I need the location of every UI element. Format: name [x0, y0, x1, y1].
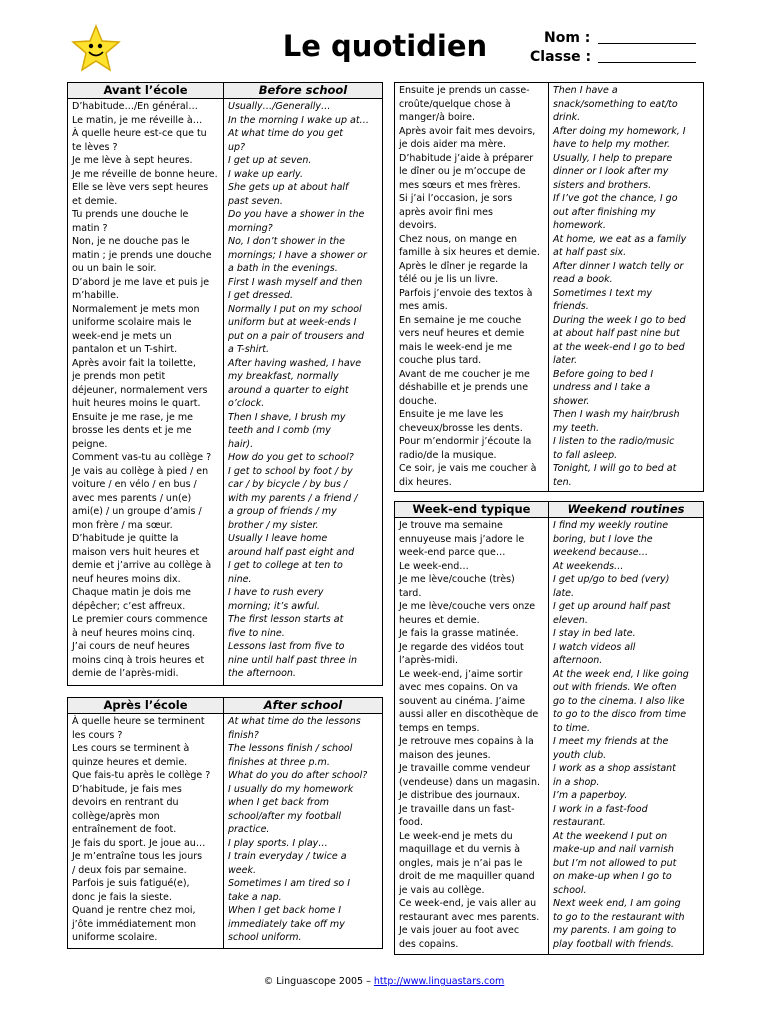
text-line: take a nap. — [228, 891, 282, 903]
text-line: I’m a paperboy. — [553, 790, 628, 801]
text-line: uniforme scolaire. — [72, 932, 158, 943]
text-line: Comment vas-tu au collège ? — [72, 452, 212, 463]
text-line: Si j’ai l’occasion, je sors — [399, 193, 513, 204]
text-line: maison des jeunes. — [399, 749, 491, 761]
star-mascot-icon — [70, 24, 122, 72]
text-line: Then I wash my hair/brush — [553, 409, 680, 420]
text-line: Parfois j’envoie des textos à — [399, 287, 533, 299]
text-line: late. — [553, 587, 575, 599]
text-line: uniform but at week-ends I — [228, 317, 357, 328]
text-line: j’ôte immédiatement mon — [72, 918, 197, 930]
after-school-table — [67, 697, 383, 949]
text-line: l’après-midi. — [399, 655, 459, 666]
text-line: out after finishing my — [553, 206, 656, 218]
text-line: I get to school by foot / by — [228, 465, 353, 477]
text-line: to time. — [553, 722, 591, 734]
text-line: les cours ? — [72, 729, 123, 741]
weekend-english-header: Weekend routines — [549, 502, 703, 518]
text-line: Après avoir fait la toilette, — [72, 357, 196, 369]
classe-field[interactable] — [598, 62, 696, 63]
text-line: Ensuite je me lave les — [399, 409, 504, 420]
text-line: What do you do after school? — [228, 770, 368, 781]
text-line: En semaine je me couche — [399, 314, 522, 326]
text-line: voiture / en vélo / en bus / — [72, 479, 197, 490]
text-line: finishes at three p.m. — [228, 756, 330, 768]
text-line: Je distribue des journaux. — [399, 790, 521, 801]
text-line: Avant de me coucher je me — [399, 368, 530, 380]
text-line: with my parents / a friend / — [228, 492, 358, 504]
text-line: Usually…/Generally… — [228, 101, 331, 112]
text-line: at half past six. — [553, 247, 627, 258]
text-line: a bath in the evenings. — [228, 263, 338, 274]
text-line: douche. — [399, 395, 437, 407]
text-line: Je me lève/couche vers onze — [399, 601, 536, 612]
text-line: Je regarde des vidéos tout — [399, 641, 524, 653]
text-line: Après le dîner je regarde la — [399, 260, 528, 272]
footer-copyright: © Linguascope 2005 – — [263, 976, 374, 987]
text-line: dix heures. — [399, 476, 452, 488]
text-line: maison vers huit heures et — [72, 546, 200, 558]
text-line: pantalon et un T-shirt. — [72, 344, 178, 355]
text-line: Sometimes I am tired so I — [228, 878, 351, 889]
text-line: Je vais jouer au foot avec — [399, 925, 520, 936]
text-line: In the morning I wake up at… — [228, 114, 370, 126]
text-line: et demie. — [72, 195, 118, 207]
text-line: I work in a fast-food — [553, 803, 648, 815]
text-line: homework. — [553, 220, 606, 231]
text-line: Do you have a shower in the — [228, 209, 365, 220]
text-line: No, I don’t shower in the — [228, 236, 346, 247]
before-school-english-header: Before school — [224, 83, 382, 99]
text-line: She gets up at about half — [228, 182, 349, 193]
text-line: a T-shirt. — [228, 344, 269, 355]
text-line: D’habitude je quitte la — [72, 533, 179, 544]
after-school-english-column — [224, 698, 382, 948]
text-line: ennuyeuse mais j’adore le — [399, 533, 525, 545]
text-line: I work as a shop assistant — [553, 763, 676, 774]
text-line: m’habille. — [72, 290, 119, 301]
text-line: I usually do my homework — [228, 783, 354, 795]
text-line: shower. — [553, 395, 590, 407]
text-line: Chaque matin je dois me — [72, 587, 191, 598]
text-line: Quand je rentre chez moi, — [72, 905, 196, 916]
text-line: I get up at seven. — [228, 155, 312, 166]
text-line: je vais au collège. — [399, 884, 485, 896]
text-line: brother / my sister. — [228, 519, 319, 531]
text-line: read a book. — [553, 274, 613, 285]
text-line: croûte/quelque chose à — [399, 98, 511, 110]
text-line: À quelle heure se terminent — [72, 716, 205, 727]
text-line: school. — [553, 884, 587, 896]
text-line: The lessons finish / school — [228, 743, 353, 754]
text-line: Sometimes I text my — [553, 287, 653, 299]
before-school-french-header: Avant l’école — [68, 83, 223, 99]
text-line: Je me lève/couche (très) — [399, 574, 515, 585]
weekend-french-header: Week-end typique — [395, 502, 548, 518]
text-line: school uniform. — [228, 932, 302, 943]
text-line: afternoon. — [553, 655, 603, 666]
text-line: droit de me maquiller quand — [399, 871, 535, 882]
text-line: ten. — [553, 476, 572, 488]
text-line: Je me lève à sept heures. — [72, 155, 193, 166]
before-school-english-column — [224, 83, 382, 685]
text-line: I train everyday / twice a — [228, 851, 347, 862]
text-line: five to nine. — [228, 627, 285, 639]
text-line: souvent au cinéma. J’aime — [399, 695, 526, 707]
text-line: Je m’entraîne tous les jours — [72, 851, 203, 862]
text-line: devoirs. — [399, 220, 437, 231]
text-line: Normally I put on my school — [228, 303, 362, 315]
text-line: Then I have a — [553, 85, 618, 96]
text-line: past seven. — [228, 195, 283, 207]
text-line: aussi aller en discothèque de — [399, 709, 539, 720]
text-line: D’habitude…/En général… — [72, 101, 198, 112]
text-line: week. — [228, 864, 256, 876]
text-line: I meet my friends at the — [553, 736, 669, 747]
text-line: morning? — [228, 222, 273, 234]
before-school-table — [67, 82, 383, 686]
text-line: The first lesson starts at — [228, 614, 344, 625]
text-line: mornings; I have a shower or — [228, 249, 367, 261]
text-line: Le week-end, j’aime sortir — [399, 668, 523, 680]
text-line: friends. — [553, 301, 589, 312]
text-line: practice. — [228, 824, 270, 835]
text-line: on make-up when I go to — [553, 871, 672, 882]
text-line: Next week end, I am going — [553, 898, 681, 909]
classe-label: Classe : — [530, 49, 592, 65]
text-line: cheveux/brosse les dents. — [399, 422, 523, 434]
text-line: Parfois je suis fatigué(e), — [72, 878, 190, 889]
text-line: I listen to the radio/music — [553, 436, 675, 447]
text-line: Ensuite je me rase, je me — [72, 411, 194, 423]
text-line: avec mes copains. On va — [399, 682, 519, 693]
text-line: to go to the disco from time — [553, 709, 687, 720]
text-line: vers neuf heures et demie — [399, 328, 525, 339]
footer — [0, 976, 768, 988]
text-line: At what time do you get — [228, 128, 344, 139]
text-line: drink. — [553, 112, 581, 123]
text-line: Tonight, I will go to bed at — [553, 463, 677, 474]
text-line: Je fais la grasse matinée. — [399, 628, 519, 639]
text-line: make-up and nail varnish — [553, 844, 674, 855]
text-line: restaurant avec mes parents. — [399, 911, 540, 923]
text-line: o’clock. — [228, 398, 265, 409]
text-line: Usually I leave home — [228, 533, 328, 544]
text-line: At the weekend I put on — [553, 830, 668, 842]
after-school-french-column — [68, 698, 224, 948]
evening-english-column — [549, 83, 703, 491]
text-line: week-end je mets un — [72, 330, 172, 342]
text-line: I find my weekly routine — [553, 520, 669, 531]
text-line: Je fais du sport. Je joue au… — [72, 837, 206, 849]
text-line: weekend because… — [553, 547, 649, 558]
text-line: tard. — [399, 587, 422, 599]
text-line: hair). — [228, 438, 254, 450]
weekend-english-column — [549, 502, 703, 954]
text-line: I stay in bed late. — [553, 628, 636, 639]
evening-french-text — [395, 83, 548, 489]
text-line: (vendeuse) dans un magasin. — [399, 776, 541, 788]
text-line: week-end parce que… — [399, 547, 506, 558]
text-line: Le week-end… — [399, 560, 469, 572]
text-line: Before going to bed I — [553, 368, 654, 380]
text-line: moins cinq à trois heures et — [72, 654, 205, 666]
text-line: mes sœurs et mes frères. — [399, 179, 521, 191]
text-line: immediately take off my — [228, 918, 345, 930]
text-line: Ce week-end, je vais aller au — [399, 898, 537, 909]
text-line: brosse les dents et je me — [72, 425, 192, 436]
text-line: Non, je ne douche pas le — [72, 236, 190, 247]
text-line: Je trouve ma semaine — [399, 520, 503, 531]
text-line: How do you get to school? — [228, 452, 354, 463]
text-line: matin ? — [72, 222, 108, 234]
text-line: Je retrouve mes copains à la — [399, 736, 534, 747]
text-line: je prends mon petit — [72, 371, 166, 382]
text-line: I watch videos all — [553, 641, 636, 653]
text-line: quinze heures et demie. — [72, 756, 188, 768]
text-line: entraînement de foot. — [72, 824, 177, 835]
text-line: Je me réveille de bonne heure. — [72, 168, 218, 180]
text-line: Ensuite je prends un casse- — [399, 85, 530, 96]
text-line: je dois aider ma mère. — [399, 139, 506, 150]
text-line: I wake up early. — [228, 168, 303, 180]
text-line: the afternoon. — [228, 668, 296, 679]
before-school-english-text — [224, 99, 382, 681]
text-line: At what time do the lessons — [228, 716, 361, 727]
text-line: Je travaille dans un fast- — [399, 803, 515, 815]
text-line: my parents. I am going to — [553, 925, 677, 936]
text-line: I play sports. I play… — [228, 837, 328, 849]
text-line: Usually, I help to prepare — [553, 152, 673, 164]
text-line: huit heures moins le quart. — [72, 398, 201, 409]
text-line: te lèves ? — [72, 141, 118, 153]
text-line: uniforme scolaire mais le — [72, 317, 192, 328]
text-line: dinner or I look after my — [553, 166, 669, 177]
text-line: Que fais-tu après le collège ? — [72, 770, 211, 781]
text-line: undress and I take a — [553, 382, 651, 393]
text-line: le dîner ou je m’occupe de — [399, 166, 526, 177]
text-line: Je travaille comme vendeur — [399, 763, 531, 774]
text-line: food. — [399, 817, 424, 828]
text-line: J’ai cours de neuf heures — [72, 641, 190, 652]
text-line: around a quarter to eight — [228, 384, 349, 396]
text-line: I have to rush every — [228, 587, 324, 598]
text-line: matin ; je prends une douche — [72, 249, 212, 261]
after-school-french-header: Après l’école — [68, 698, 223, 714]
text-line: snack/something to eat/to — [553, 98, 678, 110]
weekend-table — [394, 501, 704, 955]
text-line: ami(e) / un groupe d’amis / — [72, 506, 202, 517]
text-line: youth club. — [553, 749, 607, 761]
nom-label: Nom : — [544, 30, 591, 46]
text-line: out with friends. We often — [553, 682, 677, 693]
text-line: After having washed, I have — [228, 357, 362, 369]
text-line: des copains. — [399, 938, 459, 950]
text-line: collège/après mon — [72, 810, 160, 822]
text-line: First I wash myself and then — [228, 276, 363, 288]
weekend-french-column — [395, 502, 549, 954]
text-line: À quelle heure est-ce que tu — [72, 128, 207, 139]
text-line: go to the cinema. I also like — [553, 695, 685, 707]
page-title: Le quotidien — [282, 29, 488, 63]
text-line: play football with friends. — [553, 938, 674, 950]
text-line: eleven. — [553, 614, 588, 626]
before-school-french-column — [68, 83, 224, 685]
text-line: at the week-end I go to bed — [553, 341, 685, 353]
text-line: finish? — [228, 729, 259, 741]
text-line: around half past eight and — [228, 546, 355, 558]
text-line: Tu prends une douche le — [72, 209, 189, 220]
text-line: maquillage et du vernis à — [399, 844, 521, 855]
footer-link[interactable]: http://www.linguastars.com — [373, 976, 505, 987]
text-line: Pour m’endormir j’écoute la — [399, 436, 532, 447]
text-line: devoirs en rentrant du — [72, 797, 179, 808]
after-school-english-header: After school — [224, 698, 382, 714]
after-school-french-text — [68, 714, 223, 945]
text-line: mais le week-end je me — [399, 341, 513, 353]
text-line: After dinner I watch telly or — [553, 260, 684, 272]
text-line: demie et j’arrive au collège à — [72, 560, 212, 571]
text-line: When I get back home I — [228, 905, 342, 916]
text-line: have to help my mother. — [553, 139, 671, 150]
text-line: when I get back from — [228, 797, 330, 808]
text-line: car / by bicycle / by bus / — [228, 479, 348, 490]
weekend-french-text — [395, 518, 548, 951]
text-line: ongles, mais je n’ai pas le — [399, 857, 523, 869]
text-line: up? — [228, 141, 246, 153]
text-line: temps en temps. — [399, 722, 480, 734]
evening-french-column — [395, 83, 549, 491]
text-line: dépêcher; c’est affreux. — [72, 600, 186, 612]
text-line: at about half past nine but — [553, 328, 680, 339]
text-line: Après avoir fait mes devoirs, — [399, 125, 536, 137]
text-line: to go to the restaurant with — [553, 911, 685, 923]
text-line: At weekends… — [553, 560, 624, 572]
text-line: couche plus tard. — [399, 355, 482, 366]
text-line: in a shop. — [553, 776, 600, 788]
text-line: Lessons last from five to — [228, 641, 345, 652]
text-line: morning; it’s awful. — [228, 600, 320, 612]
text-line: demie de l’après-midi. — [72, 668, 179, 679]
text-line: Je vais au collège à pied / en — [72, 465, 209, 477]
text-line: télé ou je lis un livre. — [399, 274, 499, 285]
text-line: school/after my football — [228, 810, 342, 822]
text-line: nine. — [228, 573, 252, 585]
text-line: déjeuner, normalement vers — [72, 384, 208, 396]
text-line: If I’ve got the chance, I go — [553, 193, 678, 204]
weekend-english-text — [549, 518, 703, 951]
nom-field[interactable] — [598, 43, 696, 44]
text-line: après avoir fini mes — [399, 206, 493, 218]
text-line: Chez nous, on mange en — [399, 233, 518, 245]
text-line: restaurant. — [553, 817, 606, 828]
text-line: famille à six heures et demie. — [399, 247, 540, 258]
text-line: put on a pair of trousers and — [228, 330, 365, 342]
text-line: D’habitude, je fais mes — [72, 783, 182, 795]
text-line: After doing my homework, I — [553, 125, 686, 137]
text-line: peigne. — [72, 438, 108, 450]
text-line: but I’m not allowed to put — [553, 857, 677, 869]
text-line: At home, we eat as a family — [553, 233, 687, 245]
text-line: Ce soir, je vais me coucher à — [399, 463, 537, 474]
text-line: boring, but I love the — [553, 533, 653, 545]
text-line: mes amis. — [399, 301, 448, 312]
text-line: I get up around half past — [553, 601, 671, 612]
text-line: I get up/go to bed (very) — [553, 574, 670, 585]
text-line: nine until half past three in — [228, 654, 358, 666]
text-line: heures et demie. — [399, 614, 480, 626]
text-line: teeth and I comb (my — [228, 425, 331, 436]
text-line: I get dressed. — [228, 290, 294, 301]
text-line: donc je fais la sieste. — [72, 891, 172, 903]
text-line: neuf heures moins dix. — [72, 573, 181, 585]
text-line: / deux fois par semaine. — [72, 864, 187, 876]
text-line: Le premier cours commence — [72, 614, 208, 625]
text-line: a group of friends / my — [228, 506, 337, 517]
text-line: sisters and brothers. — [553, 179, 652, 191]
text-line: ou un bain le soir. — [72, 263, 157, 274]
text-line: my teeth. — [553, 422, 600, 434]
text-line: radio/de la musique. — [399, 449, 497, 461]
text-line: D’abord je me lave et puis je — [72, 276, 210, 288]
text-line: my breakfast, normally — [228, 371, 339, 382]
before-school-french-text — [68, 99, 223, 681]
evening-english-text — [549, 83, 703, 489]
text-line: Then I shave, I brush my — [228, 411, 346, 423]
text-line: D’habitude j’aide à préparer — [399, 152, 534, 164]
text-line: to fall asleep. — [553, 449, 618, 461]
text-line: later. — [553, 355, 578, 366]
text-line: à neuf heures moins cinq. — [72, 627, 196, 639]
evening-table — [394, 82, 704, 492]
text-line: mon frère / ma sœur. — [72, 519, 173, 531]
text-line: Elle se lève vers sept heures — [72, 182, 209, 193]
text-line: I get to college at ten to — [228, 560, 343, 571]
text-line: Normalement je mets mon — [72, 303, 200, 315]
text-line: manger/à boire. — [399, 112, 475, 123]
text-line: déshabille et je prends une — [399, 382, 529, 393]
text-line: Les cours se terminent à — [72, 743, 190, 754]
after-school-english-text — [224, 714, 382, 945]
text-line: Le matin, je me réveille à… — [72, 114, 203, 126]
text-line: avec mes parents / un(e) — [72, 492, 192, 504]
text-line: Le week-end je mets du — [399, 830, 513, 842]
text-line: During the week I go to bed — [553, 314, 686, 326]
text-line: At the week end, I like going — [553, 668, 689, 680]
